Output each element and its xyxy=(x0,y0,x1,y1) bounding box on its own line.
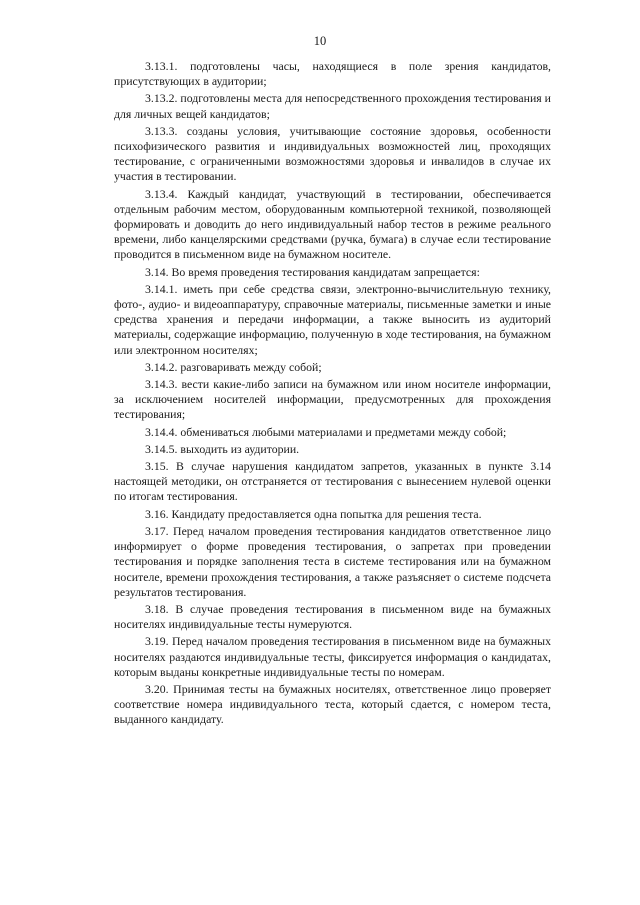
paragraph-3-13-1: 3.13.1. подготовлены часы, находящиеся в поле зрения кандидатов, присутствующих в аудитории; xyxy=(114,59,551,89)
paragraph-3-16: 3.16. Кандидату предоставляется одна попытка для решения теста. xyxy=(145,506,482,521)
document-body xyxy=(114,59,551,728)
paragraph-3-20: 3.20. Принимая тесты на бумажных носителях, ответственное лицо проверяет соответствие номера индивидуального теста, который сдается, с номером теста, выданного кандидату. xyxy=(114,681,551,727)
paragraph-3-17: 3.17. Перед началом проведения тестирования кандидатов ответственное лицо информирует о форме проведения тестирования, о запретах при проведении тестирования и порядке заполнения теста в системе тестирования или на бумажном носителе, времени прохождения тестирования, а также разъясняет о системе подсчета результатов тестирования. xyxy=(114,523,551,599)
paragraph-3-14-2: 3.14.2. разговаривать между собой; xyxy=(145,359,322,374)
paragraph-3-14-1: 3.14.1. иметь при себе средства связи, электронно-вычислительную технику, фото-, аудио- и видеоаппаратуру, справочные материалы, письменные заметки и иные средства хранения и передачи информации, а также выносить из аудиторий материалы, содержащие информацию, полученную в ходе тестирования, на бумажном или электронном носителях; xyxy=(114,281,551,357)
paragraph-3-13-2: 3.13.2. подготовлены места для непосредственного прохождения тестирования и для личных вещей кандидатов; xyxy=(114,91,551,121)
paragraph-3-14-4: 3.14.4. обмениваться любыми материалами и предметами между собой; xyxy=(145,424,507,439)
page-number: 10 xyxy=(313,34,327,48)
paragraph-3-18: 3.18. В случае проведения тестирования в письменном виде на бумажных носителях индивидуальные тесты нумеруются. xyxy=(114,601,551,632)
paragraph-3-15: 3.15. В случае нарушения кандидатом запретов, указанных в пункте 3.14 настоящей методики, он отстраняется от тестирования с вынесением нулевой оценки по итогам тестирования. xyxy=(114,459,551,504)
paragraph-3-14-5: 3.14.5. выходить из аудитории. xyxy=(145,441,300,456)
paragraph-3-14: 3.14. Во время проведения тестирования кандидатам запрещается: xyxy=(145,264,480,279)
paragraph-3-19: 3.19. Перед началом проведения тестирования в письменном виде на бумажных носителях раздаются индивидуальные тесты, фиксируется информация о кандидатах, которым выданы конкретные индивидуальные тесты по номерам. xyxy=(114,634,551,679)
paragraph-3-14-3: 3.14.3. вести какие-либо записи на бумажном или ином носителе информации, за исключением носителей информации, предусмотренных для прохождения тестирования; xyxy=(114,377,551,422)
paragraph-3-13-3: 3.13.3. созданы условия, учитывающие состояние здоровья, особенности психофизического развития и индивидуальных возможностей лиц, проходящих тестирование, с ограниченными возможностями здоровья и инвалидов в случае их участия в тестировании. xyxy=(114,123,551,184)
paragraph-3-13-4: 3.13.4. Каждый кандидат, участвующий в тестировании, обеспечивается отдельным рабочим местом, оборудованным компьютерной техникой, позволяющей формировать и доводить до него индивидуальный набор тестов в режиме реального времени, либо канцелярскими средствами (ручка, бумага) в случае если тестирование проводится в письменном виде на бумажном носителе. xyxy=(114,186,551,262)
